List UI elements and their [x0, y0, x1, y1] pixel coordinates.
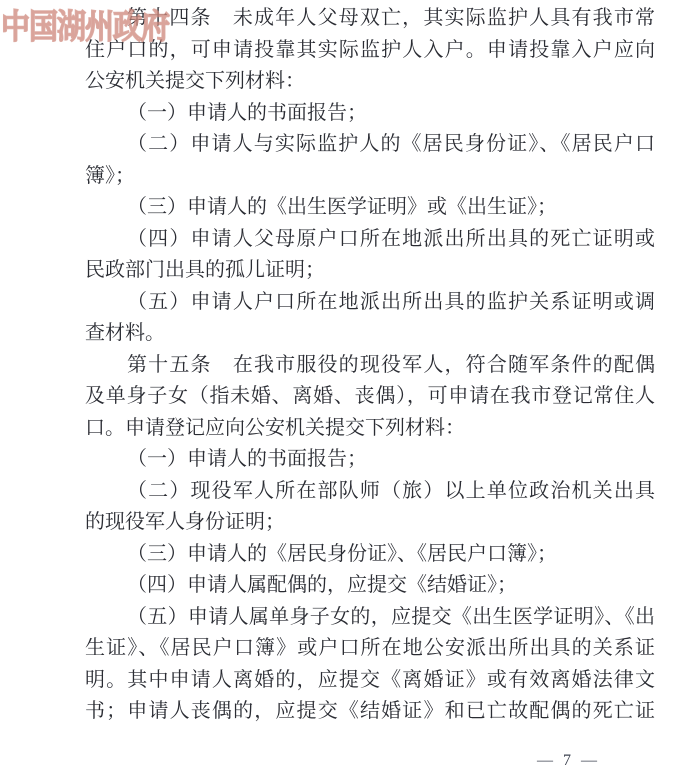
text-line: 公安机关提交下列材料： [85, 70, 305, 92]
text-line: （四）申请人父母原户口所在地派出所出具的死亡证明或 [127, 227, 655, 250]
text-line: 第十五条 在我市服役的现役军人，符合随军条件的配偶 [127, 353, 655, 376]
text-line: 及单身子女（指未婚、离婚、丧偶），可申请在我市登记常住人 [85, 385, 655, 407]
text-line: 簿》； [85, 164, 135, 187]
text-line: （四）申请人属配偶的，应提交《结婚证》； [127, 574, 517, 596]
text-line: 住户口的，可申请投靠其实际监护人入户。申请投靠入户应向 [85, 38, 655, 61]
text-line: 明。其中申请人离婚的，应提交《离婚证》或有效离婚法律文 [85, 668, 655, 691]
page-number: — 7 — [537, 752, 600, 769]
text-line: （一）申请人的书面报告； [127, 448, 367, 470]
text-line: （五）申请人户口所在地派出所出具的监护关系证明或调 [127, 290, 655, 313]
text-line: （二）申请人与实际监护人的《居民身份证》、《居民户口 [127, 133, 655, 155]
body-text [85, 3, 655, 728]
text-line: （一）申请人的书面报告； [127, 101, 367, 124]
text-line: 民政部门出具的孤儿证明； [85, 259, 325, 281]
text-line: 的现役军人身份证明； [85, 511, 285, 533]
government-watermark: 中国湖州政府 [1, 9, 170, 46]
text-line: （二）现役军人所在部队师（旅）以上单位政治机关出具 [127, 479, 655, 502]
text-line: 书；申请人丧偶的，应提交《结婚证》和已亡故配偶的死亡证 [85, 700, 655, 722]
text-line: 生证》、《居民户口簿》或户口所在地公安派出所出具的关系证 [85, 637, 655, 659]
text-line: 第十四条 未成年人父母双亡，其实际监护人具有我市常 [127, 7, 655, 29]
text-line: （五）申请人属单身子女的，应提交《出生医学证明》、《出 [127, 605, 655, 628]
text-line: 口。申请登记应向公安机关提交下列材料： [85, 416, 465, 439]
text-line: （三）申请人的《出生医学证明》或《出生证》； [127, 196, 557, 218]
text-line: 查材料。 [85, 322, 165, 344]
text-line: （三）申请人的《居民身份证》、《居民户口簿》； [127, 542, 557, 565]
